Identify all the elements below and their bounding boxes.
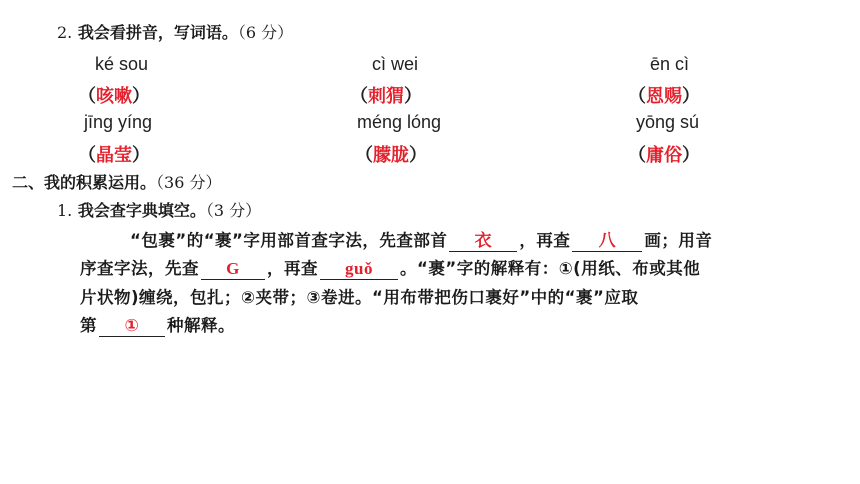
- answer-box-5: [355, 141, 427, 167]
- answer-word-6: 庸俗: [646, 145, 682, 166]
- answer-box-2: [350, 82, 422, 108]
- q1-line-2-text-b: ，再查: [267, 259, 318, 278]
- q2-score: （6 分）: [237, 23, 294, 42]
- q1-line-2-text-a: 序查字法，先查: [80, 259, 199, 278]
- pinyin-1: ké sou: [95, 54, 149, 74]
- pinyin-4: jīng yíng: [84, 112, 153, 132]
- q2-title: 我会看拼音，写词语。: [77, 23, 238, 42]
- answer-box-1: [78, 82, 150, 108]
- section-2-header: [12, 170, 221, 193]
- pinyin-5: méng lóng: [357, 112, 442, 132]
- q1-line-4-text-a: 第: [80, 316, 97, 335]
- q1-line-3: 片状物)缠绕，包扎；②夹带；③卷进。“用布带把伤口裹好”中的“裹”应取: [80, 288, 639, 307]
- radical-answer: 衣: [474, 231, 493, 251]
- open-paren: （: [355, 145, 373, 166]
- answer-word-4: 晶莹: [96, 145, 132, 166]
- q1-number: 1.: [57, 201, 73, 220]
- answer-box-3: [628, 82, 700, 108]
- q1-line-2-text-c: 。“裹”字的解释有：①(用纸、布或其他: [400, 259, 701, 278]
- close-paren: ）: [682, 86, 700, 107]
- answer-box-4: [78, 141, 150, 167]
- close-paren: ）: [682, 145, 700, 166]
- meaning-choice-answer: ①: [124, 316, 140, 336]
- stroke-count-answer: 八: [598, 231, 617, 251]
- close-paren: ）: [132, 145, 150, 166]
- q1-header: [57, 198, 261, 221]
- q1-line-1-text-a: “包裹”的“裹”字用部首查字法，先查部首: [130, 231, 448, 250]
- initial-letter-answer: G: [226, 259, 240, 278]
- q1-line-4: [80, 312, 235, 337]
- stroke-count-blank: [572, 231, 642, 252]
- close-paren: ）: [132, 86, 150, 107]
- pinyin-3: ēn cì: [650, 54, 690, 74]
- initial-letter-blank: [201, 259, 265, 280]
- q1-line-1-text-b: ，再查: [519, 231, 571, 250]
- close-paren: ）: [409, 145, 427, 166]
- meaning-choice-blank: [99, 316, 165, 337]
- syllable-answer: guǒ: [345, 259, 373, 278]
- close-paren: ）: [404, 86, 422, 107]
- q2-number: 2.: [57, 23, 73, 42]
- answer-word-1: 咳嗽: [96, 86, 132, 107]
- open-paren: （: [350, 86, 368, 107]
- q1-line-2: [80, 255, 700, 280]
- answer-word-2: 刺猬: [368, 86, 404, 107]
- q1-line-4-text-b: 种解释。: [167, 316, 235, 335]
- answer-box-6: [628, 141, 700, 167]
- open-paren: （: [78, 145, 96, 166]
- q1-score: （3 分）: [205, 201, 262, 220]
- section-2-title: 我的积累运用。: [44, 173, 157, 192]
- q2-header: [57, 20, 293, 43]
- answer-word-5: 朦胧: [373, 145, 409, 166]
- answer-word-3: 恩赐: [646, 86, 682, 107]
- section-2-score: （36 分）: [156, 173, 222, 192]
- syllable-blank: [320, 259, 398, 280]
- radical-blank: [449, 231, 517, 252]
- q1-line-1-text-c: 画；用音: [644, 231, 713, 250]
- q1-title: 我会查字典填空。: [77, 201, 206, 220]
- pinyin-2: cì wei: [372, 54, 419, 74]
- pinyin-6: yōng sú: [636, 112, 700, 132]
- open-paren: （: [628, 86, 646, 107]
- open-paren: （: [628, 145, 646, 166]
- q1-line-1: [130, 227, 712, 252]
- section-2-number: 二、: [12, 173, 45, 192]
- open-paren: （: [78, 86, 96, 107]
